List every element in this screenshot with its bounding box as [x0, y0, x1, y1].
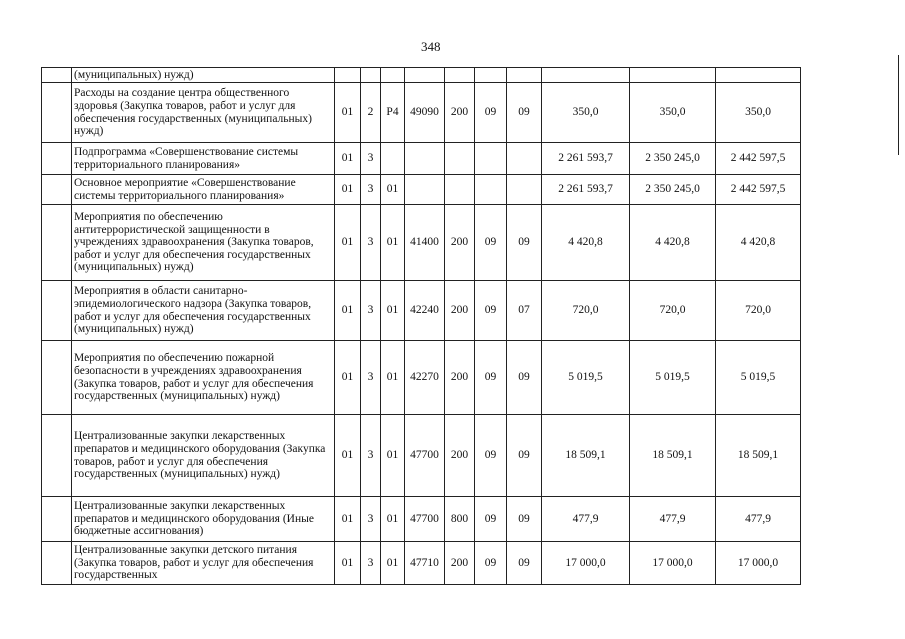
table-row	[42, 205, 801, 281]
row-number-cell	[42, 68, 72, 83]
code-cell: 47710	[405, 542, 445, 585]
code-cell: 3	[361, 497, 381, 542]
table-row	[42, 175, 801, 205]
code-cell: 01	[335, 205, 361, 281]
table-row	[42, 281, 801, 341]
code-cell: 09	[507, 341, 542, 415]
code-cell	[475, 68, 507, 83]
code-cell: 01	[335, 281, 361, 341]
amount-cell: 720,0	[542, 281, 630, 341]
code-cell: 09	[507, 542, 542, 585]
amount-cell: 477,9	[630, 497, 716, 542]
code-cell: 01	[381, 175, 405, 205]
code-cell	[475, 143, 507, 175]
code-cell: 09	[475, 542, 507, 585]
amount-cell: 4 420,8	[630, 205, 716, 281]
code-cell: 09	[475, 497, 507, 542]
amount-cell: 17 000,0	[716, 542, 801, 585]
code-cell	[381, 68, 405, 83]
table-row	[42, 497, 801, 542]
amount-cell: 350,0	[542, 83, 630, 143]
table-row	[42, 143, 801, 175]
code-cell	[405, 143, 445, 175]
code-cell	[335, 68, 361, 83]
amount-cell: 2 442 597,5	[716, 143, 801, 175]
amount-cell: 17 000,0	[630, 542, 716, 585]
row-number-cell	[42, 542, 72, 585]
code-cell: 09	[507, 497, 542, 542]
code-cell: 01	[335, 341, 361, 415]
code-cell: 09	[475, 415, 507, 497]
row-number-cell	[42, 205, 72, 281]
budget-table	[41, 67, 801, 585]
code-cell: 3	[361, 281, 381, 341]
code-cell: 09	[507, 83, 542, 143]
code-cell	[405, 68, 445, 83]
table-row	[42, 68, 801, 83]
amount-cell	[716, 68, 801, 83]
code-cell	[445, 68, 475, 83]
code-cell	[445, 175, 475, 205]
amount-cell: 2 350 245,0	[630, 175, 716, 205]
amount-cell: 2 261 593,7	[542, 175, 630, 205]
code-cell	[405, 175, 445, 205]
code-cell: 01	[335, 542, 361, 585]
code-cell: 49090	[405, 83, 445, 143]
code-cell: 01	[381, 281, 405, 341]
code-cell: 09	[475, 205, 507, 281]
amount-cell	[630, 68, 716, 83]
code-cell	[475, 175, 507, 205]
amount-cell: 350,0	[716, 83, 801, 143]
table-row	[42, 341, 801, 415]
table-row	[42, 83, 801, 143]
code-cell: 200	[445, 341, 475, 415]
amount-cell: 477,9	[716, 497, 801, 542]
code-cell: 01	[381, 542, 405, 585]
amount-cell: 2 442 597,5	[716, 175, 801, 205]
description-cell: (муниципальных) нужд)	[72, 68, 335, 83]
code-cell: 09	[475, 281, 507, 341]
code-cell	[381, 143, 405, 175]
table-row	[42, 542, 801, 585]
amount-cell: 17 000,0	[542, 542, 630, 585]
description-cell: Централизованные закупки детского питания (Закупка товаров, работ и услуг для обеспечения государственных	[72, 542, 335, 585]
code-cell: 3	[361, 143, 381, 175]
amount-cell: 4 420,8	[716, 205, 801, 281]
code-cell: 01	[381, 415, 405, 497]
row-number-cell	[42, 143, 72, 175]
amount-cell: 2 261 593,7	[542, 143, 630, 175]
code-cell: 200	[445, 205, 475, 281]
code-cell: 09	[507, 205, 542, 281]
amount-cell: 18 509,1	[542, 415, 630, 497]
amount-cell: 720,0	[630, 281, 716, 341]
code-cell: 09	[507, 415, 542, 497]
amount-cell: 2 350 245,0	[630, 143, 716, 175]
amount-cell: 5 019,5	[630, 341, 716, 415]
row-number-cell	[42, 415, 72, 497]
scan-edge-line	[898, 55, 899, 155]
code-cell: 47700	[405, 497, 445, 542]
code-cell	[507, 143, 542, 175]
code-cell: 01	[335, 83, 361, 143]
code-cell: 3	[361, 175, 381, 205]
description-cell: Основное мероприятие «Совершенствование системы территориального планирования»	[72, 175, 335, 205]
code-cell: 3	[361, 341, 381, 415]
description-cell: Расходы на создание центра общественного здоровья (Закупка товаров, работ и услуг для обеспечения государственных (муниципальных) нужд)	[72, 83, 335, 143]
code-cell	[507, 175, 542, 205]
description-cell: Централизованные закупки лекарственных препаратов и медицинского оборудования (Закупка товаров, работ и услуг для обеспечения государственных (муниципальных) нужд)	[72, 415, 335, 497]
code-cell: 01	[381, 341, 405, 415]
code-cell: 3	[361, 415, 381, 497]
table-row	[42, 415, 801, 497]
code-cell: 200	[445, 542, 475, 585]
page-number: 348	[421, 39, 441, 54]
amount-cell: 477,9	[542, 497, 630, 542]
row-number-cell	[42, 175, 72, 205]
code-cell: 01	[335, 143, 361, 175]
code-cell: 09	[475, 83, 507, 143]
description-cell: Мероприятия в области санитарно-эпидемиологического надзора (Закупка товаров, работ и услуг для обеспечения государственных (муниципальных) нужд)	[72, 281, 335, 341]
code-cell: 800	[445, 497, 475, 542]
row-number-cell	[42, 281, 72, 341]
code-cell: 200	[445, 415, 475, 497]
code-cell: 200	[445, 281, 475, 341]
code-cell	[507, 68, 542, 83]
code-cell: 3	[361, 542, 381, 585]
code-cell: 41400	[405, 205, 445, 281]
row-number-cell	[42, 341, 72, 415]
code-cell: 200	[445, 83, 475, 143]
code-cell: 01	[335, 497, 361, 542]
code-cell: 42270	[405, 341, 445, 415]
description-cell: Подпрограмма «Совершенствование системы территориального планирования»	[72, 143, 335, 175]
amount-cell: 18 509,1	[630, 415, 716, 497]
code-cell	[361, 68, 381, 83]
amount-cell: 720,0	[716, 281, 801, 341]
amount-cell: 18 509,1	[716, 415, 801, 497]
description-cell: Мероприятия по обеспечению пожарной безопасности в учреждениях здравоохранения (Закупка товаров, работ и услуг для обеспечения государственных (муниципальных) нужд)	[72, 341, 335, 415]
code-cell: 09	[475, 341, 507, 415]
amount-cell: 5 019,5	[716, 341, 801, 415]
amount-cell	[542, 68, 630, 83]
amount-cell: 350,0	[630, 83, 716, 143]
row-number-cell	[42, 83, 72, 143]
code-cell: 01	[335, 175, 361, 205]
amount-cell: 4 420,8	[542, 205, 630, 281]
code-cell: 01	[381, 205, 405, 281]
amount-cell: 5 019,5	[542, 341, 630, 415]
description-cell: Мероприятия по обеспечению антитеррористической защищенности в учреждениях здравоохранения (Закупка товаров, работ и услуг для обеспечения государственных (муниципальных) нужд)	[72, 205, 335, 281]
code-cell: P4	[381, 83, 405, 143]
code-cell	[445, 143, 475, 175]
row-number-cell	[42, 497, 72, 542]
code-cell: 01	[381, 497, 405, 542]
code-cell: 42240	[405, 281, 445, 341]
code-cell: 07	[507, 281, 542, 341]
code-cell: 2	[361, 83, 381, 143]
code-cell: 01	[335, 415, 361, 497]
code-cell: 47700	[405, 415, 445, 497]
description-cell: Централизованные закупки лекарственных препаратов и медицинского оборудования (Иные бюджетные ассигнования)	[72, 497, 335, 542]
code-cell: 3	[361, 205, 381, 281]
